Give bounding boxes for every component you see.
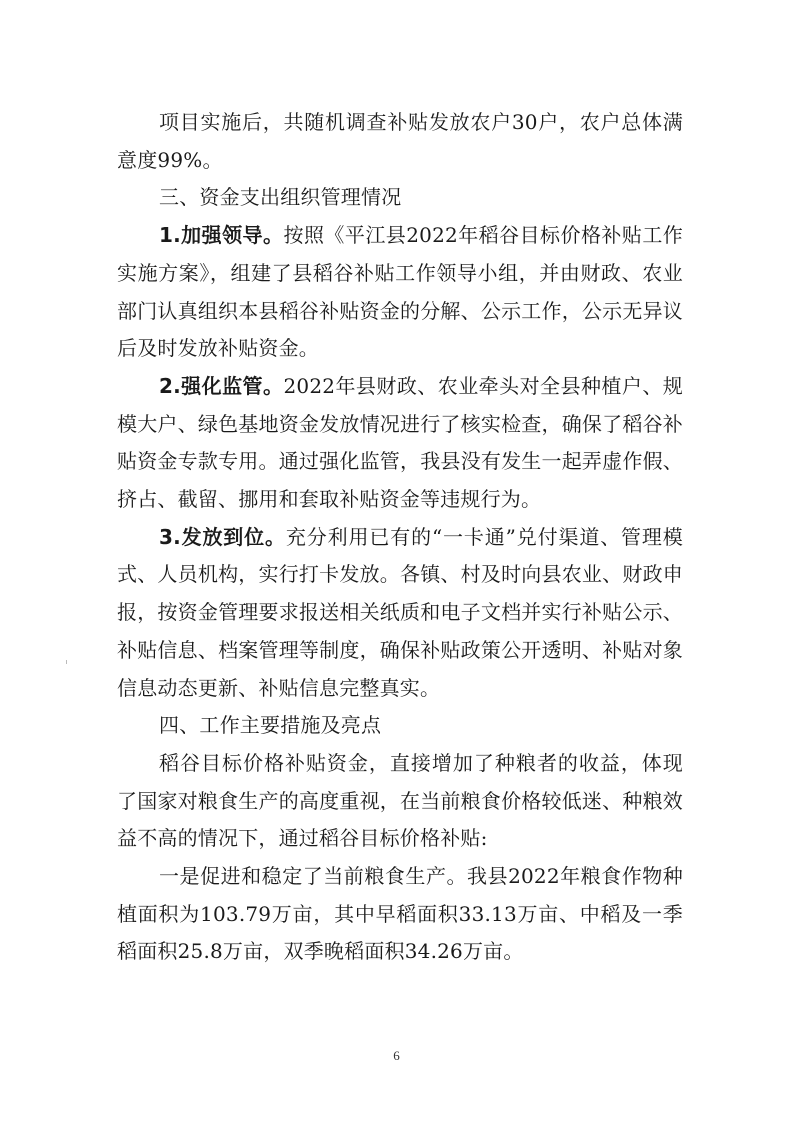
paragraph-distribution-body: 充分利用已有的“一卡通”兑付渠道、管理模式、人员机构，实行打卡发放。各镇、村及时向县农业、财政申报，按资金管理要求报送相关纸质和电子文档并实行补贴公示、补贴信息、档案管理等制度，确保补贴政策公开透明、补贴对象信息动态更新、补贴信息完整真实。 <box>117 524 683 700</box>
paragraph-leadership-body: 按照《平江县2022年稻谷目标价格补贴工作实施方案》，组建了县稻谷补贴工作领导小组，并由财政、农业部门认真组织本县稻谷补贴资金的分解、公示工作，公示无异议后及时发放补贴资金。 <box>117 223 683 361</box>
page-number: 6 <box>393 1048 400 1063</box>
paragraph-grain-production: 一是促进和稳定了当前粮食生产。我县2022年粮食作物种植面积为103.79万亩，其中早稻面积33.13万亩、中稻及一季稻面积25.8万亩，双季晚稻面积34.26万亩。 <box>117 864 683 964</box>
paragraph-supervision <box>117 368 683 519</box>
section-heading-measures: 四、工作主要措施及亮点 <box>159 713 382 738</box>
paragraph-distribution <box>117 519 683 708</box>
paragraph-survey: 项目实施后，共随机调查补贴发放农户30户，农户总体满意度99%。 <box>117 110 683 172</box>
scan-mark <box>66 660 67 664</box>
section-heading-fund-management: 三、资金支出组织管理情况 <box>159 185 402 210</box>
paragraph-leadership <box>117 217 683 368</box>
paragraph-distribution-lead: 3.发放到位。 <box>159 524 286 549</box>
paragraph-subsidy-impact: 稻谷目标价格补贴资金，直接增加了种粮者的收益，体现了国家对粮食生产的高度重视，在当前粮食价格较低迷、种粮效益不高的情况下，通过稻谷目标价格补贴: <box>117 750 683 851</box>
paragraph-supervision-body: 2022年县财政、农业牵头对全县种植户、规模大户、绿色基地资金发放情况进行了核实检查，确保了稻谷补贴资金专款专用。通过强化监管，我县没有发生一起弄虚作假、挤占、截留、挪用和套取补贴资金等违规行为。 <box>117 373 683 512</box>
paragraph-supervision-lead: 2.强化监管。 <box>159 373 284 398</box>
paragraph-leadership-lead: 1.加强领导。 <box>159 223 284 248</box>
document-body <box>117 104 683 971</box>
